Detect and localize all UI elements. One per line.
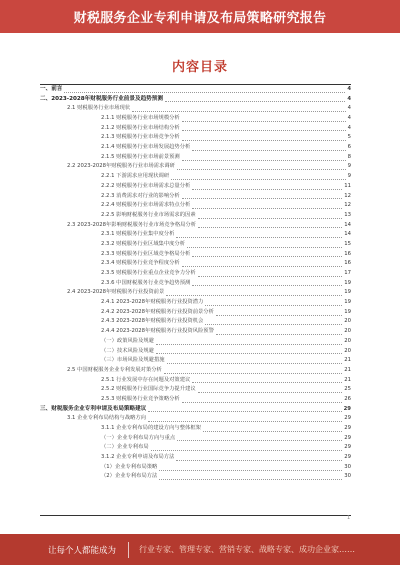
toc-entry-label: 2.5.2 财税服务行业国际竞争力提升建议 — [101, 386, 196, 393]
toc-leader-dots — [192, 382, 342, 383]
toc-leader-dots — [177, 440, 342, 441]
toc-leader-dots — [182, 266, 343, 267]
toc-entry[interactable] — [40, 133, 351, 143]
toc-entry-label: 2.5.1 行业发展中存在问题及对策建议 — [101, 376, 191, 383]
toc-leader-dots — [148, 421, 342, 422]
toc-entry[interactable] — [40, 347, 351, 357]
toc-entry-page: 29 — [344, 415, 351, 422]
toc-entry-page: 8 — [347, 153, 351, 160]
toc-entry[interactable] — [40, 279, 351, 289]
toc-leader-dots — [171, 179, 345, 180]
toc-entry[interactable] — [40, 211, 351, 221]
toc-entry[interactable] — [40, 405, 351, 415]
toc-entry-label: 2.3.5 财税服务行业重点企业竞争力分析 — [101, 270, 196, 277]
footer-bar — [0, 534, 400, 565]
toc-entry-label: 2.5.3 财税服务行业竞争策略分析 — [101, 395, 180, 402]
toc-entry-page: 19 — [344, 299, 351, 306]
toc-entry-page: 16 — [344, 250, 351, 257]
toc-entry[interactable] — [40, 385, 351, 395]
toc-entry-label: 2.5 中国财税服务企业专利发展对策分析 — [67, 366, 162, 373]
toc-entry[interactable] — [40, 95, 351, 105]
toc-entry-label: 2.4.2 2023-2028年财税服务行业投资前景分析 — [101, 308, 214, 315]
toc-entry-page: 4 — [347, 85, 351, 92]
toc-entry[interactable] — [40, 172, 351, 182]
toc-entry-label: 一、前言 — [40, 85, 63, 92]
toc-entry-page: 4 — [347, 115, 351, 122]
toc-entry-page: 17 — [344, 270, 351, 277]
toc-entry[interactable] — [40, 308, 351, 318]
toc-entry-label: 2.2.4 财税服务行业市场需求特点分析 — [101, 202, 191, 209]
toc-leader-dots — [182, 130, 346, 131]
toc-entry-label: 2.2.3 消费需求对行业的影响分析 — [101, 192, 180, 199]
toc-entry[interactable] — [40, 318, 351, 328]
toc-entry-page: 12 — [344, 202, 351, 209]
toc-entry-page: 20 — [344, 318, 351, 325]
toc-leader-dots — [156, 344, 342, 345]
toc-leader-dots — [159, 470, 342, 471]
toc-entry-page: 13 — [344, 211, 351, 218]
toc-leader-dots — [64, 92, 345, 93]
toc-entry-label: 2.2 2023-2028年财税服务行业市场需求调研 — [67, 163, 175, 170]
toc-entry[interactable] — [40, 259, 351, 269]
report-title: 财税服务企业专利申请及布局策略研究报告 — [73, 11, 327, 26]
toc-entry-label: 2.2.2 财税服务行业市场需求总量分析 — [101, 182, 191, 189]
toc-entry[interactable] — [40, 153, 351, 163]
toc-entry-page: 26 — [344, 395, 351, 402]
toc-entry-label: 2.4.1 2023-2028年财税服务行业投资潜力 — [101, 299, 204, 306]
toc-entry-page: 14 — [344, 221, 351, 228]
toc-leader-dots — [166, 295, 342, 296]
toc-entry[interactable] — [40, 221, 351, 231]
toc-entry-label: （一）企业专利布局方向与重点 — [101, 434, 176, 441]
toc-entry-page: 6 — [347, 144, 351, 151]
toc-entry-page: 25 — [344, 386, 351, 393]
toc-leader-dots — [182, 402, 343, 403]
toc-entry-page: 30 — [344, 473, 351, 480]
toc-entry-page: 4 — [347, 124, 351, 131]
toc-entry-page: 20 — [344, 347, 351, 354]
toc-leader-dots — [176, 460, 342, 461]
toc-entry-label: 3.1.2 企业专利申请及布局方法 — [101, 454, 175, 461]
toc-entry-label: 二、2023-2028年财税服务行业前景及趋势预测 — [40, 95, 163, 102]
toc-leader-dots — [192, 189, 342, 190]
toc-entry[interactable] — [40, 366, 351, 376]
toc-entry-label: 3.1.1 企业专利布局的建设方向与整体框架 — [101, 425, 201, 432]
footer-divider — [128, 542, 129, 558]
toc-entry-page: 21 — [344, 366, 351, 373]
toc-leader-dots — [165, 101, 345, 102]
toc-entry-page: 29 — [344, 444, 351, 451]
toc-entry-page: 29 — [344, 434, 351, 441]
toc-entry-page: 15 — [344, 240, 351, 247]
toc-entry-label: 2.3.1 财税服务行业集中度分析 — [101, 231, 175, 238]
toc-entry-label: 2.3 2023-2028年影响财税服务行业市场竞争格局分析 — [67, 221, 197, 228]
toc-entry-page: 20 — [344, 328, 351, 335]
toc-leader-dots — [216, 334, 342, 335]
toc-entry-label: 2.4.4 2023-2028年财税服务行业投资风险预警 — [101, 328, 214, 335]
toc-entry-page: 4 — [347, 105, 351, 112]
toc-entry-page: 19 — [344, 308, 351, 315]
toc-entry[interactable] — [40, 269, 351, 279]
toc-leader-dots — [176, 237, 342, 238]
toc-leader-dots — [198, 276, 343, 277]
toc-entry-label: 2.1.3 财税服务行业市场竞争分析 — [101, 134, 180, 141]
toc-entry-page: 20 — [344, 337, 351, 344]
toc-entry-page: 30 — [344, 463, 351, 470]
toc-entry[interactable] — [40, 473, 351, 483]
toc-entry[interactable] — [40, 463, 351, 473]
toc-entry[interactable] — [40, 376, 351, 386]
toc-entry[interactable] — [40, 453, 351, 463]
table-of-contents — [40, 85, 351, 515]
toc-entry-page: 29 — [343, 405, 351, 412]
toc-leader-dots — [182, 198, 343, 199]
toc-entry-page: 19 — [344, 279, 351, 286]
toc-entry[interactable] — [40, 434, 351, 444]
toc-entry-label: 2.1.2 财税服务行业市场结构分析 — [101, 124, 180, 131]
toc-entry-page: 11 — [344, 182, 351, 189]
footer-slogan: 让每个人都能成为 — [48, 545, 117, 556]
toc-leader-dots — [182, 140, 346, 141]
toc-leader-dots — [192, 208, 342, 209]
toc-entry[interactable] — [40, 240, 351, 250]
toc-leader-dots — [205, 324, 342, 325]
toc-entry-page: 9 — [347, 173, 351, 180]
toc-leader-dots — [198, 218, 343, 219]
toc-entry-label: （二）企业专利布局 — [101, 444, 149, 451]
toc-entry-page: 16 — [344, 260, 351, 267]
toc-entry[interactable] — [40, 356, 351, 366]
toc-entry[interactable] — [40, 143, 351, 153]
toc-entry[interactable] — [40, 104, 351, 114]
toc-leader-dots — [177, 169, 346, 170]
toc-entry[interactable] — [40, 182, 351, 192]
toc-leader-dots — [151, 450, 343, 451]
toc-leader-dots — [167, 363, 343, 364]
toc-entry-page: 9 — [347, 163, 351, 170]
toc-leader-dots — [164, 373, 342, 374]
toc-entry[interactable] — [40, 327, 351, 337]
toc-entry-label: 2.3.2 财税服务行业区域集中度分析 — [101, 240, 186, 247]
toc-entry[interactable] — [40, 288, 351, 298]
toc-leader-dots — [198, 227, 342, 228]
toc-entry[interactable] — [40, 298, 351, 308]
toc-entry-label: （二）技术风险及规避 — [101, 347, 154, 354]
page-number: 1 — [347, 515, 351, 521]
toc-entry-label: 2.1 财税服务行业市场现状 — [67, 105, 131, 112]
toc-entry-page: 19 — [344, 289, 351, 296]
toc-leader-dots — [156, 353, 342, 354]
toc-leader-dots — [203, 431, 342, 432]
toc-entry-label: 2.3.6 中国财税服务行业竞争趋势预测 — [101, 279, 191, 286]
toc-entry-label: 三、财税服务企业专利申请及布局策略建议 — [40, 405, 147, 412]
toc-entry[interactable] — [40, 163, 351, 173]
toc-entry[interactable] — [40, 230, 351, 240]
toc-entry-label: 2.1.1 财税服务行业市场规模分析 — [101, 115, 180, 122]
toc-leader-dots — [192, 285, 342, 286]
footer-tagline: 行业专家、管理专家、营销专家、战略专家、成功企业家…… — [139, 545, 356, 554]
toc-leader-dots — [132, 111, 346, 112]
toc-entry-label: 2.2.5 影响财税服务行业市场需求的因素 — [101, 211, 196, 218]
toc-entry-page: 12 — [344, 192, 351, 199]
toc-entry-label: （1）企业专利布局策略 — [101, 463, 158, 470]
toc-entry-label: 3.1 企业专利布局结构与战略方向 — [67, 415, 146, 422]
toc-entry-label: 2.4 2023-2028年财税服务行业投资前景 — [67, 289, 165, 296]
toc-entry-page: 21 — [344, 376, 351, 383]
toc-leader-dots — [192, 150, 345, 151]
toc-entry-label: 2.2.1 下游需求应用现状调研 — [101, 173, 170, 180]
toc-heading: 内容目录 — [171, 60, 228, 75]
toc-entry[interactable] — [40, 201, 351, 211]
toc-entry-label: 2.4.3 2023-2028年财税服务行业投资机会 — [101, 318, 204, 325]
toc-entry[interactable] — [40, 250, 351, 260]
toc-leader-dots — [205, 305, 342, 306]
toc-entry-page: 5 — [347, 134, 351, 141]
toc-entry[interactable] — [40, 85, 351, 95]
toc-entry[interactable] — [40, 337, 351, 347]
header-banner — [0, 0, 400, 33]
toc-leader-dots — [192, 256, 342, 257]
toc-leader-dots — [216, 315, 342, 316]
toc-entry-page: 4 — [347, 95, 351, 102]
toc-entry-page: 14 — [344, 231, 351, 238]
toc-entry[interactable] — [40, 395, 351, 405]
toc-entry-page: 29 — [344, 454, 351, 461]
toc-entry-label: 2.1.4 财税服务行业市场发展趋势分析 — [101, 144, 191, 151]
toc-bottom-rule — [40, 515, 351, 516]
toc-entry-label: （一）政策风险及规避 — [101, 337, 154, 344]
toc-entry-page: 29 — [344, 425, 351, 432]
toc-entry[interactable] — [40, 124, 351, 134]
toc-entry-label: 2.1.5 财税服务行业市场前景预测 — [101, 153, 180, 160]
toc-leader-dots — [159, 479, 342, 480]
toc-leader-dots — [182, 160, 346, 161]
toc-entry-label: （三）市场风险及规避措施 — [101, 357, 165, 364]
toc-leader-dots — [198, 392, 343, 393]
toc-entry[interactable] — [40, 192, 351, 202]
toc-entry-label: 2.3.4 财税服务行业竞争程度分析 — [101, 260, 180, 267]
toc-entry-label: （2）企业专利布局方法 — [101, 473, 158, 480]
toc-entry[interactable] — [40, 424, 351, 434]
toc-leader-dots — [182, 121, 346, 122]
toc-leader-dots — [187, 247, 342, 248]
toc-entry[interactable] — [40, 114, 351, 124]
toc-entry-page: 21 — [344, 357, 351, 364]
toc-entry[interactable] — [40, 443, 351, 453]
toc-leader-dots — [148, 411, 341, 412]
toc-entry[interactable] — [40, 414, 351, 424]
toc-entry-label: 2.3.3 财税服务行业区域竞争格局分析 — [101, 250, 191, 257]
